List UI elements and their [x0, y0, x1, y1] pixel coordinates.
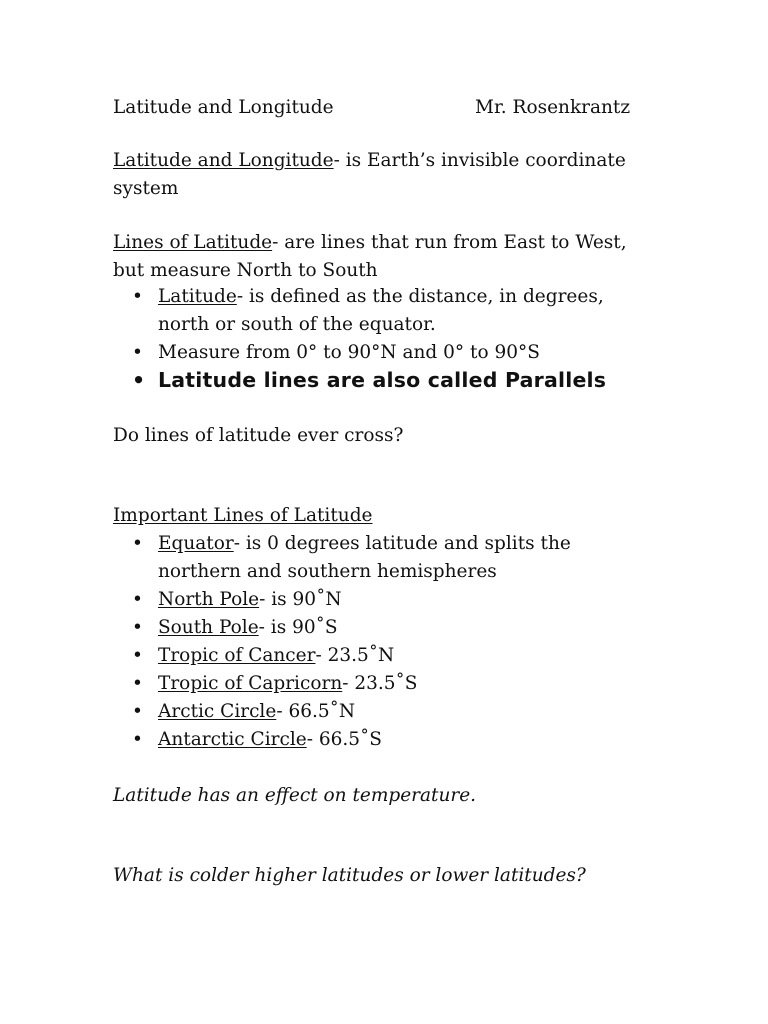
- list-item: [113, 530, 658, 586]
- list-item: [113, 670, 658, 698]
- definition-text: - is Earth’s invisible coordinate system: [113, 150, 626, 199]
- lines-of-latitude-text: - are lines that run from East to West, but measure North to South: [113, 232, 627, 281]
- line-text: - 23.5˚N: [315, 645, 395, 666]
- teacher-name: Mr. Rosenkrantz: [475, 97, 631, 118]
- line-text: - 66.5˚S: [306, 729, 382, 750]
- definition-term: Latitude and Longitude: [113, 150, 334, 171]
- list-item: [113, 339, 658, 367]
- line-term: South Pole: [158, 617, 259, 638]
- line-term: Tropic of Cancer: [158, 645, 316, 666]
- line-term: Arctic Circle: [158, 701, 277, 722]
- list-item: [113, 642, 658, 670]
- line-text: - 66.5˚N: [276, 701, 356, 722]
- line-term: Equator: [158, 533, 234, 554]
- question-cross: Do lines of latitude ever cross?: [113, 425, 404, 446]
- question-colder: What is colder higher latitudes or lower latitudes?: [113, 865, 586, 886]
- bullet-text: Latitude lines are also called Parallels: [158, 368, 607, 392]
- bullet-term: Latitude: [158, 286, 237, 307]
- definition-paragraph: [113, 147, 658, 203]
- list-item: [113, 698, 658, 726]
- line-term: Antarctic Circle: [158, 729, 307, 750]
- list-item: [113, 366, 658, 394]
- bullet-text: Measure from 0° to 90°N and 0° to 90°S: [158, 342, 540, 363]
- line-text: - is 90˚N: [259, 589, 342, 610]
- bullet-text: - is defined as the distance, in degrees, north or south of the equator.: [158, 286, 604, 335]
- important-lines-heading: Important Lines of Latitude: [113, 505, 373, 526]
- important-lines-list: [113, 530, 658, 754]
- latitude-bullet-list: [113, 283, 658, 394]
- list-item: [113, 726, 658, 754]
- list-item: [113, 586, 658, 614]
- line-term: North Pole: [158, 589, 260, 610]
- line-text: - is 90˚S: [258, 617, 338, 638]
- line-text: - is 0 degrees latitude and splits the northern and southern hemispheres: [158, 533, 571, 582]
- document-header: [113, 94, 658, 122]
- document-title: Latitude and Longitude: [113, 97, 334, 118]
- line-term: Tropic of Capricorn: [158, 673, 343, 694]
- line-text: - 23.5˚S: [342, 673, 418, 694]
- list-item: [113, 283, 658, 339]
- list-item: [113, 614, 658, 642]
- lines-of-latitude-term: Lines of Latitude: [113, 232, 273, 253]
- lines-of-latitude-paragraph: [113, 229, 658, 285]
- temperature-statement: Latitude has an effect on temperature.: [113, 785, 477, 806]
